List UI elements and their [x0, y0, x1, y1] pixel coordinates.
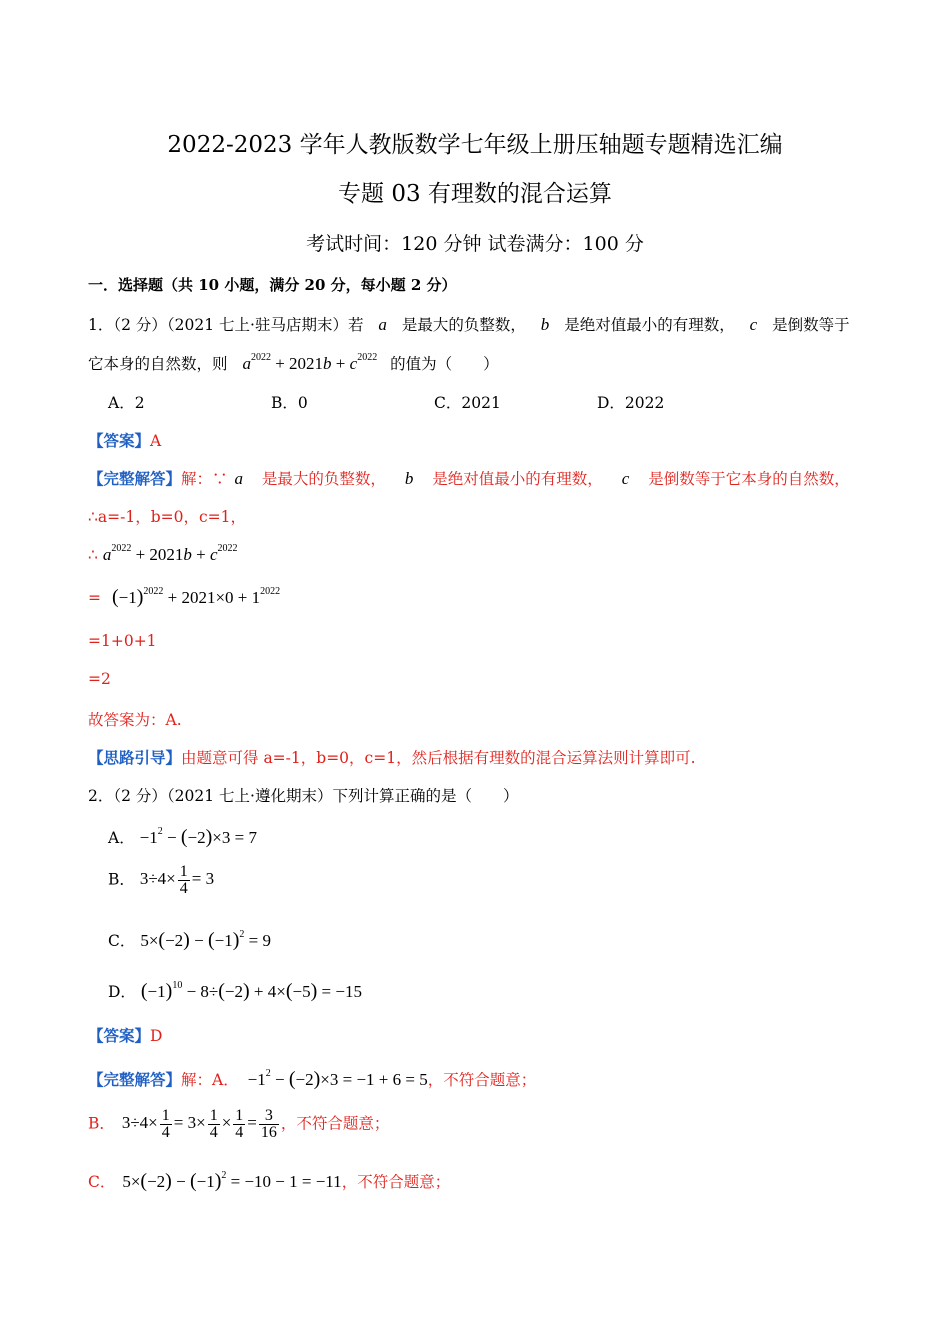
q1-conclusion: 故答案为：A. [88, 711, 182, 729]
q1-solution-step3: =1+0+1 [88, 632, 157, 650]
page-title: 2022-2023 学年人教版数学七年级上册压轴题专题精选汇编 [167, 132, 783, 158]
q2-stem: 2．（2 分）（2021 七上·遵化期末）下列计算正确的是（ ） [88, 787, 519, 805]
q1-expression: $a^{2022} + 2021b + c^{2022}$ [242, 352, 378, 373]
q1-solution-values: ∴a=-1，b=0，c=1， [88, 508, 246, 526]
q2-option-c: C． $5\times(-2) - (-1)^2 = 9$ [108, 929, 271, 951]
q1-option-c: C．2021 [434, 394, 501, 412]
section-heading: 一．选择题（共 10 小题，满分 20 分，每小题 2 分） [88, 276, 457, 294]
q1-option-d: D．2022 [597, 394, 665, 412]
q1-solution-step2: = $(-1)^{2022} + 2021\times 0 + 1^{2022}$ [88, 586, 281, 608]
q1-answer: 【答案】A [88, 431, 162, 450]
q1-option-a: A．2 [108, 394, 145, 412]
exam-info: 考试时间：120 分钟 试卷满分：100 分 [306, 233, 644, 255]
q2-solution-a: 【完整解答】解：A． $-1^2 - (-2)\times 3 = -1 + 6 = 5$，不符合题意； [88, 1068, 537, 1090]
q1-option-b: B．0 [271, 394, 308, 412]
q1-stem-line2: 它本身的自然数，则 $a^{2022} + 2021b + c^{2022}$ 的值为（ ） [88, 352, 499, 373]
q2-solution-b: B． 3÷4× $\frac{1}{4}$ = 3× $\frac{1}{4}$ × $\frac{1}{4}$ = $\frac{3}{16}$ ，不符合题意； [88, 1107, 390, 1141]
q2-solution-c: C． $5\times(-2) - (-1)^2 = -10 - 1 = -11$，不符合题意； [88, 1170, 451, 1192]
q1-solution-step4: =2 [88, 670, 111, 688]
q2-option-a: A． $-1^2 - (-2)\times 3 = 7$ [108, 826, 257, 848]
q2-option-b: B． 3÷4× $\frac{1}{4}$ = 3 [108, 863, 215, 897]
page-subtitle: 专题 03 有理数的混合运算 [338, 181, 612, 207]
q1-hint: 【思路引导】由题意可得 a=-1，b=0，c=1，然后根据有理数的混合运算法则计算即可. [88, 748, 696, 767]
q1-solution-step1: ∴ $a^{2022} + 2021b + c^{2022}$ [88, 543, 238, 564]
q2-answer: 【答案】D [88, 1026, 163, 1045]
q2-option-d: D． $(-1)^{10} - 8\div(-2) + 4\times(-5) = -15$ [108, 980, 362, 1002]
q1-stem-line1: 1．（2 分）（2021 七上·驻马店期末）若 a 是最大的负整数， b 是绝对值最小的有理数， c 是倒数等于 [88, 315, 850, 334]
q1-solution-line1: 【完整解答】解：∵ a 是最大的负整数， b 是绝对值最小的有理数， c 是倒数等于它本身的自然数， [88, 469, 850, 488]
